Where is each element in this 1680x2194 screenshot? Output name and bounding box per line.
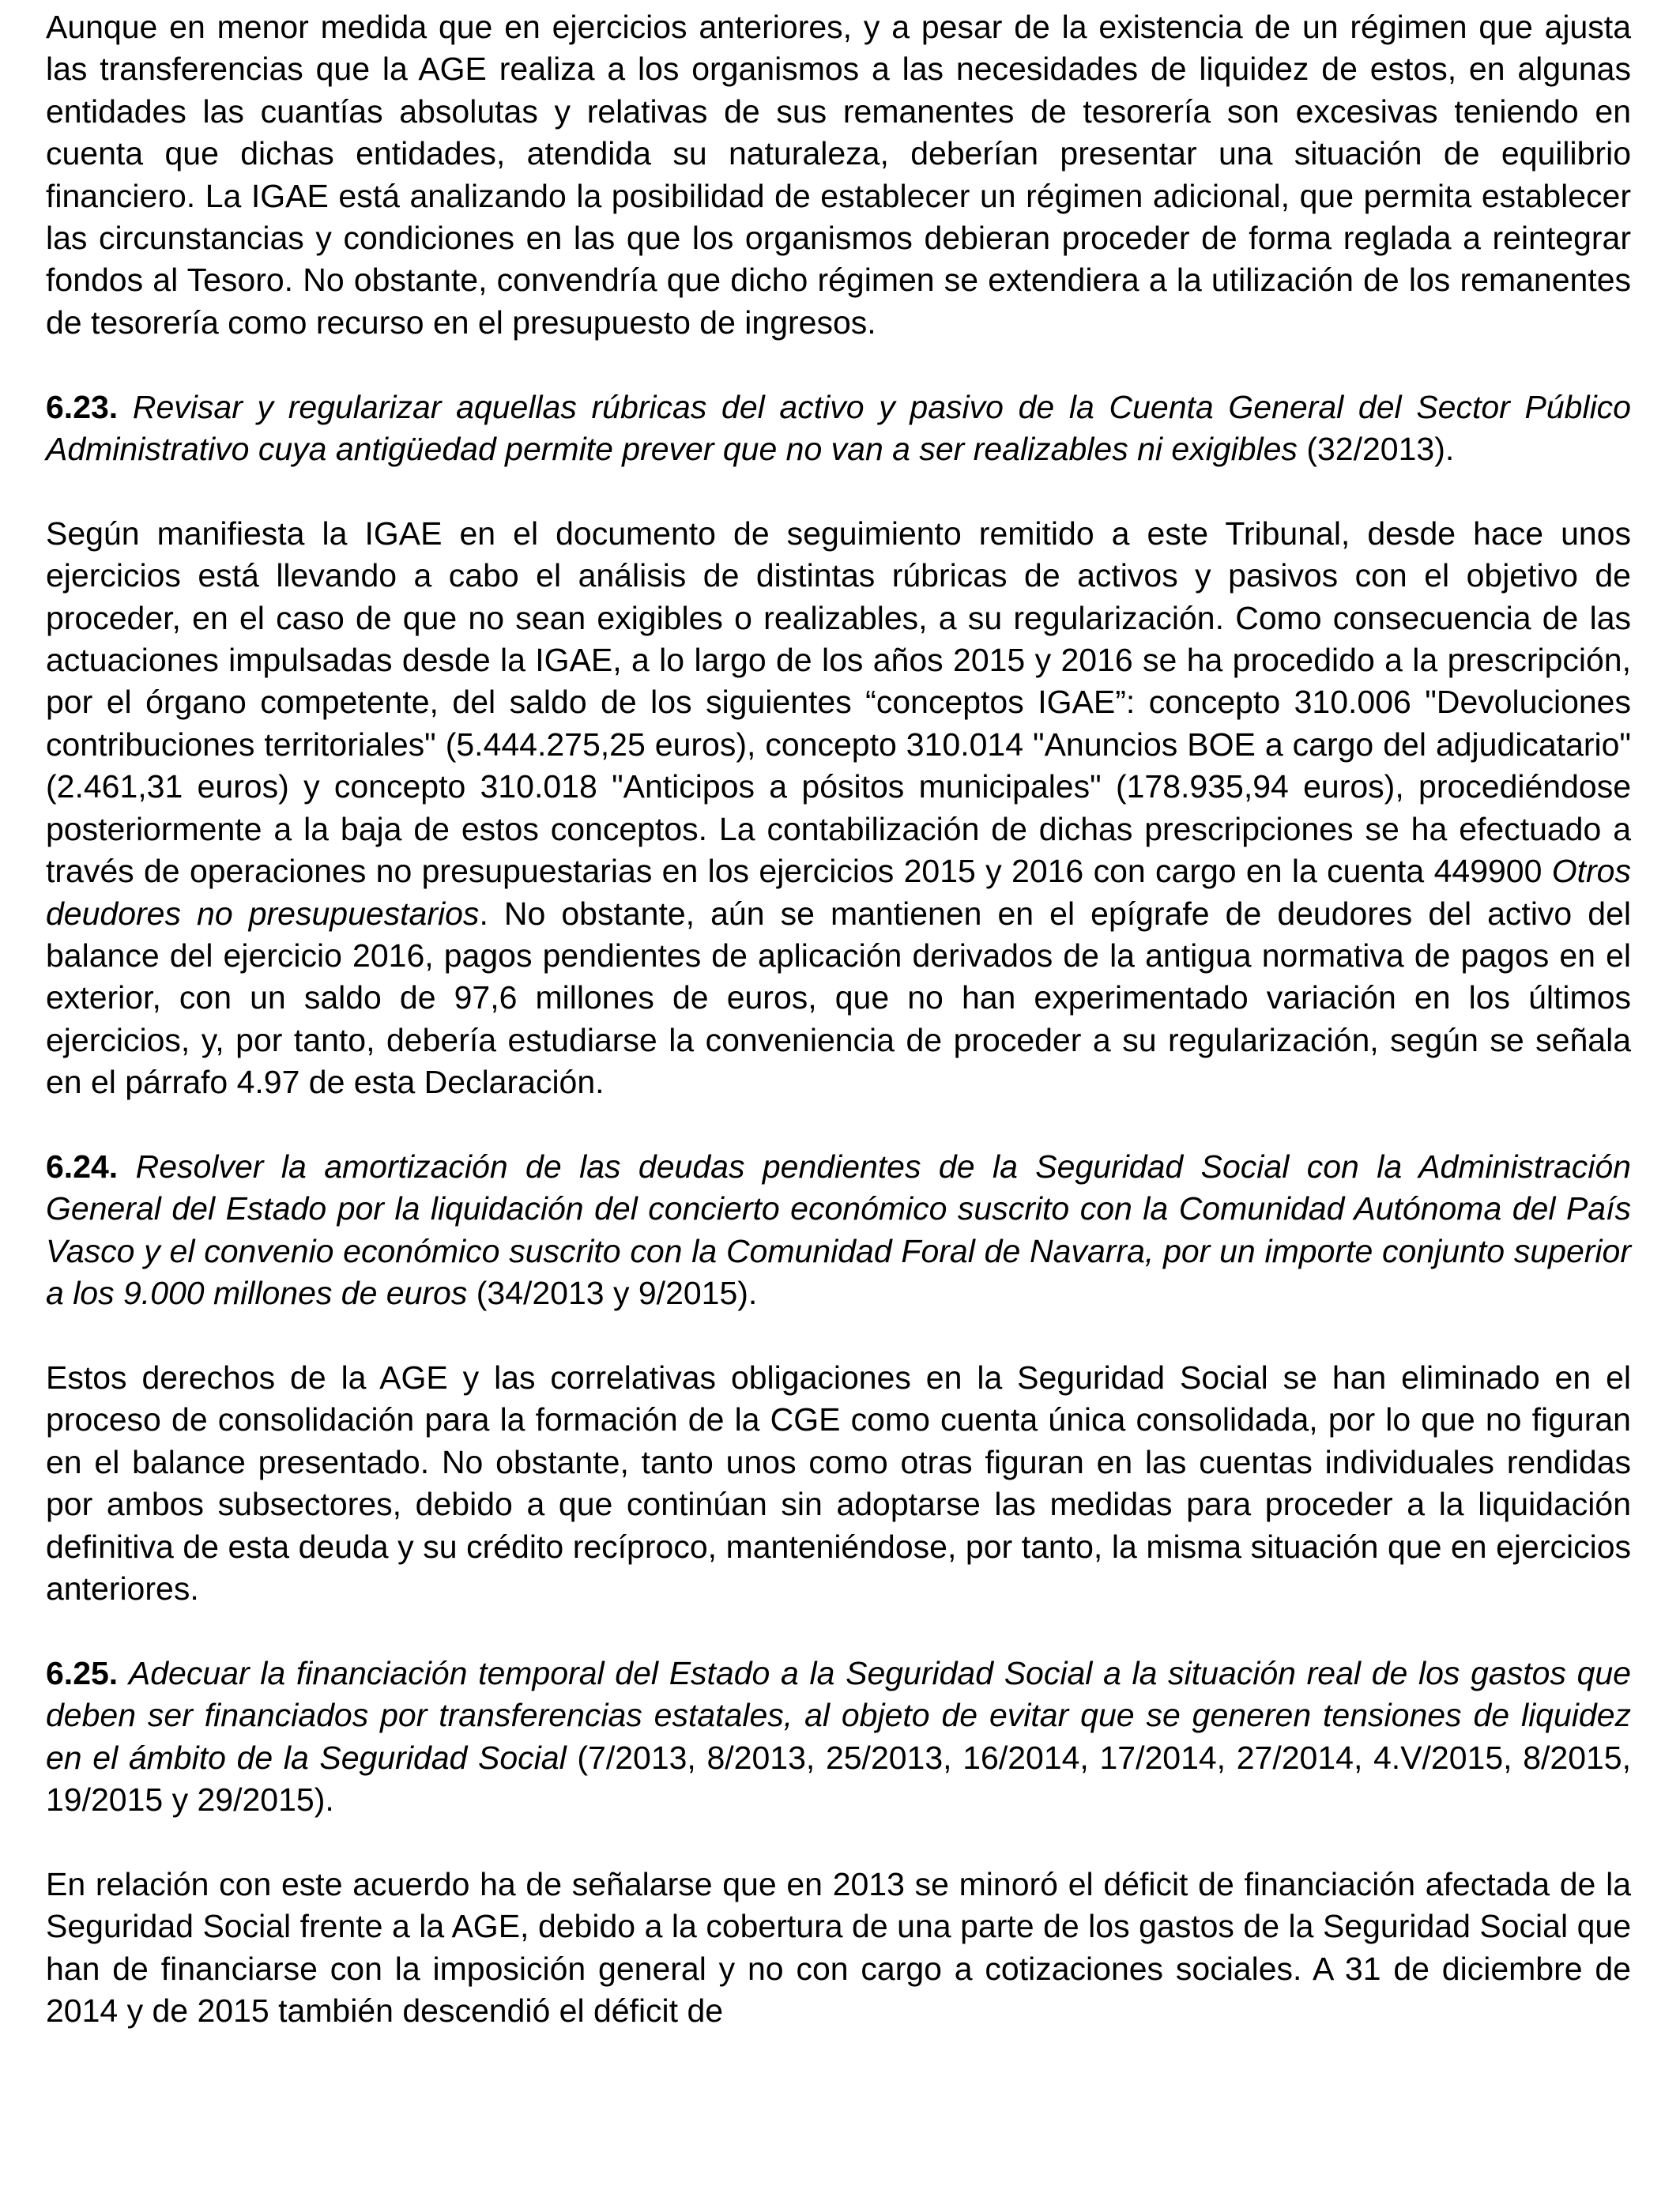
recommendation-reference: (32/2013). bbox=[1306, 431, 1455, 468]
paragraph-text: . No obstante, aún se mantienen en el epígrafe de deudores del activo del balance del ejercicio 2016, pagos pendientes de aplicación derivados de la antigua normativa de pagos en el exterior, con un saldo de 97,6 millones de euros, que no han experimentado variación en los últimos ejercicios, y, por tanto, debería estudiarse la conveniencia de proceder a su regularización, según se señala en el párrafo 4.97 de esta Declaración. bbox=[46, 895, 1632, 1101]
paragraph-financing-deficit: En relación con este acuerdo ha de señalarse que en 2013 se minoró el déficit de financiación afectada de la Seguridad Social frente a la AGE, debido a la cobertura de una parte de los gastos de la Seguridad Social que han de financiarse con la imposición general y no con cargo a cotizaciones sociales. A 31 de diciembre de 2014 y de 2015 también descendió el déficit de bbox=[46, 1865, 1631, 2029]
paragraph-consolidation: Estos derechos de la AGE y las correlativas obligaciones en la Seguridad Social se han eliminado en el proceso de consolidación para la formación de la CGE como cuenta única consolidada, por lo que no figuran en el balance presentado. No obstante, tanto unos como otras figuran en las cuentas individuales rendidas por ambos subsectores, debido a que continúan sin adoptarse las medidas para proceder a la liquidación definitiva de esta deuda y su crédito recíproco, manteniéndose, por tanto, la misma situación que en ejercicios anteriores. bbox=[46, 1359, 1631, 1607]
recommendation-title: Resolver la amortización de las deudas pendientes de la Seguridad Social con la Administración General del Estado por la liquidación del concierto económico suscrito con la Comunidad Autónoma del País Vasco y el convenio económico suscrito con la Comunidad Foral de Navarra, por un importe conjunto superior a los 9.000 millones de euros bbox=[46, 1148, 1631, 1312]
paragraph-igae-regularization bbox=[46, 513, 1631, 1104]
account-name: Otros deudores no presupuestarios bbox=[46, 853, 1631, 932]
recommendation-title: Adecuar la financiación temporal del Estado a la Seguridad Social a la situación real de los gastos que deben ser financiados por transferencias estatales, al objeto de evitar que se generen tensiones de liquidez en el ámbito de la Seguridad Social bbox=[46, 1654, 1631, 1776]
paragraph-treasury-remnants: Aunque en menor medida que en ejercicios anteriores, y a pesar de la existencia de un régimen que ajusta las transferencias que la AGE realiza a los organismos a las necesidades de liquidez de estos, en algunas entidades las cuantías absolutas y relativas de sus remanentes de tesorería son excesivas teniendo en cuenta que dichas entidades, atendida su naturaleza, deberían presentar una situación de equilibrio financiero. La IGAE está analizando la posibilidad de establecer un régimen adicional, que permita establecer las circunstancias y condiciones en las que los organismos debieran proceder de forma reglada a reintegrar fondos al Tesoro. No obstante, convendría que dicho régimen se extendiera a la utilización de los remanentes de tesorería como recurso en el presupuesto de ingresos. bbox=[46, 9, 1631, 341]
recommendation-6-25 bbox=[46, 1653, 1631, 1822]
recommendation-6-23 bbox=[46, 386, 1631, 471]
recommendation-number: 6.25. bbox=[46, 1654, 119, 1691]
recommendation-6-24 bbox=[46, 1146, 1631, 1315]
document-page bbox=[46, 6, 1631, 2032]
paragraph-text: Según manifiesta la IGAE en el documento de seguimiento remitido a este Tribunal, desde hace unos ejercicios está llevando a cabo el análisis de distintas rúbricas de activos y pasivos con el objetivo de proceder, en el caso de que no sean exigibles o realizables, a su regularización. Como consecuencia de las actuaciones impulsadas desde la IGAE, a lo largo de los años 2015 y 2016 se ha procedido a la prescripción, por el órgano competente, del saldo de los siguientes “conceptos IGAE”: concepto 310.006 "Devoluciones contribuciones territoriales" (5.444.275,25 euros), concepto 310.014 "Anuncios BOE a cargo del adjudicatario" (2.461,31 euros) y concepto 310.018 "Anticipos a pósitos municipales" (178.935,94 euros), procediéndose posteriormente a la baja de estos conceptos. La contabilización de dichas prescripciones se ha efectuado a través de operaciones no presupuestarias en los ejercicios 2015 y 2016 con cargo en la cuenta 449900 bbox=[46, 515, 1631, 890]
recommendation-number: 6.23. bbox=[46, 388, 119, 425]
recommendation-number: 6.24. bbox=[46, 1148, 119, 1185]
recommendation-reference: (7/2013, 8/2013, 25/2013, 16/2014, 17/2014, 27/2014, 4.V/2015, 8/2015, 19/2015 y 29/2015). bbox=[46, 1739, 1631, 1818]
recommendation-reference: (34/2013 y 9/2015). bbox=[476, 1275, 758, 1312]
recommendation-title: Revisar y regularizar aquellas rúbricas del activo y pasivo de la Cuenta General del Sector Público Administrativo cuya antigüedad permite prever que no van a ser realizables ni exigibles bbox=[46, 388, 1631, 468]
